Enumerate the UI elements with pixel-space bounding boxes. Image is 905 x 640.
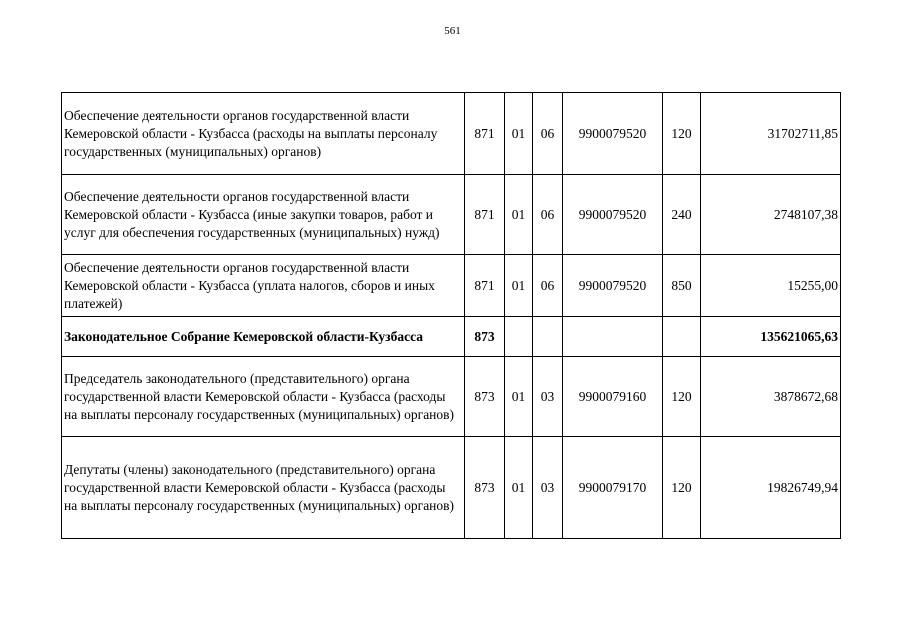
amount: 3878672,68 (701, 357, 841, 437)
expense-type-code: 850 (663, 255, 701, 317)
org-code: 871 (465, 175, 505, 255)
section-code: 01 (505, 437, 533, 539)
budget-table (61, 92, 841, 539)
subsection-code: 06 (533, 93, 563, 175)
target-code: 9900079160 (563, 357, 663, 437)
section-code: 01 (505, 175, 533, 255)
table-row (62, 175, 841, 255)
row-name: Председатель законодательного (представительного) органа государственной власти Кемеровской области - Кузбасса (расходы на выплаты персоналу государственных (муниципальных) органов) (62, 357, 465, 437)
page-number: 561 (444, 25, 461, 37)
amount: 135621065,63 (701, 317, 841, 357)
target-code: 9900079520 (563, 175, 663, 255)
table-row (62, 93, 841, 175)
subsection-code: 06 (533, 255, 563, 317)
org-code: 871 (465, 255, 505, 317)
expense-type-code (663, 317, 701, 357)
amount: 15255,00 (701, 255, 841, 317)
row-name: Обеспечение деятельности органов государственной власти Кемеровской области - Кузбасса (расходы на выплаты персоналу государственных (муниципальных) органов) (62, 93, 465, 175)
expense-type-code: 120 (663, 357, 701, 437)
amount: 2748107,38 (701, 175, 841, 255)
subsection-code: 06 (533, 175, 563, 255)
table-row (62, 437, 841, 539)
table-row (62, 357, 841, 437)
target-code: 9900079520 (563, 93, 663, 175)
section-code: 01 (505, 357, 533, 437)
section-code: 01 (505, 255, 533, 317)
target-code (563, 317, 663, 357)
org-code: 873 (465, 437, 505, 539)
target-code: 9900079170 (563, 437, 663, 539)
row-name: Депутаты (члены) законодательного (представительного) органа государственной власти Кемеровской области - Кузбасса (расходы на выплаты персоналу государственных (муниципальных) органов) (62, 437, 465, 539)
expense-type-code: 120 (663, 93, 701, 175)
amount: 31702711,85 (701, 93, 841, 175)
section-code (505, 317, 533, 357)
row-name: Обеспечение деятельности органов государственной власти Кемеровской области - Кузбасса (уплата налогов, сборов и иных платежей) (62, 255, 465, 317)
org-code: 873 (465, 357, 505, 437)
subsection-code: 03 (533, 437, 563, 539)
table-row (62, 317, 841, 357)
subsection-code: 03 (533, 357, 563, 437)
org-code: 871 (465, 93, 505, 175)
section-code: 01 (505, 93, 533, 175)
target-code: 9900079520 (563, 255, 663, 317)
row-name: Обеспечение деятельности органов государственной власти Кемеровской области - Кузбасса (иные закупки товаров, работ и услуг для обеспечения государственных (муниципальных) нужд) (62, 175, 465, 255)
subsection-code (533, 317, 563, 357)
org-code: 873 (465, 317, 505, 357)
row-name: Законодательное Собрание Кемеровской области-Кузбасса (62, 317, 465, 357)
table-row (62, 255, 841, 317)
expense-type-code: 120 (663, 437, 701, 539)
amount: 19826749,94 (701, 437, 841, 539)
expense-type-code: 240 (663, 175, 701, 255)
